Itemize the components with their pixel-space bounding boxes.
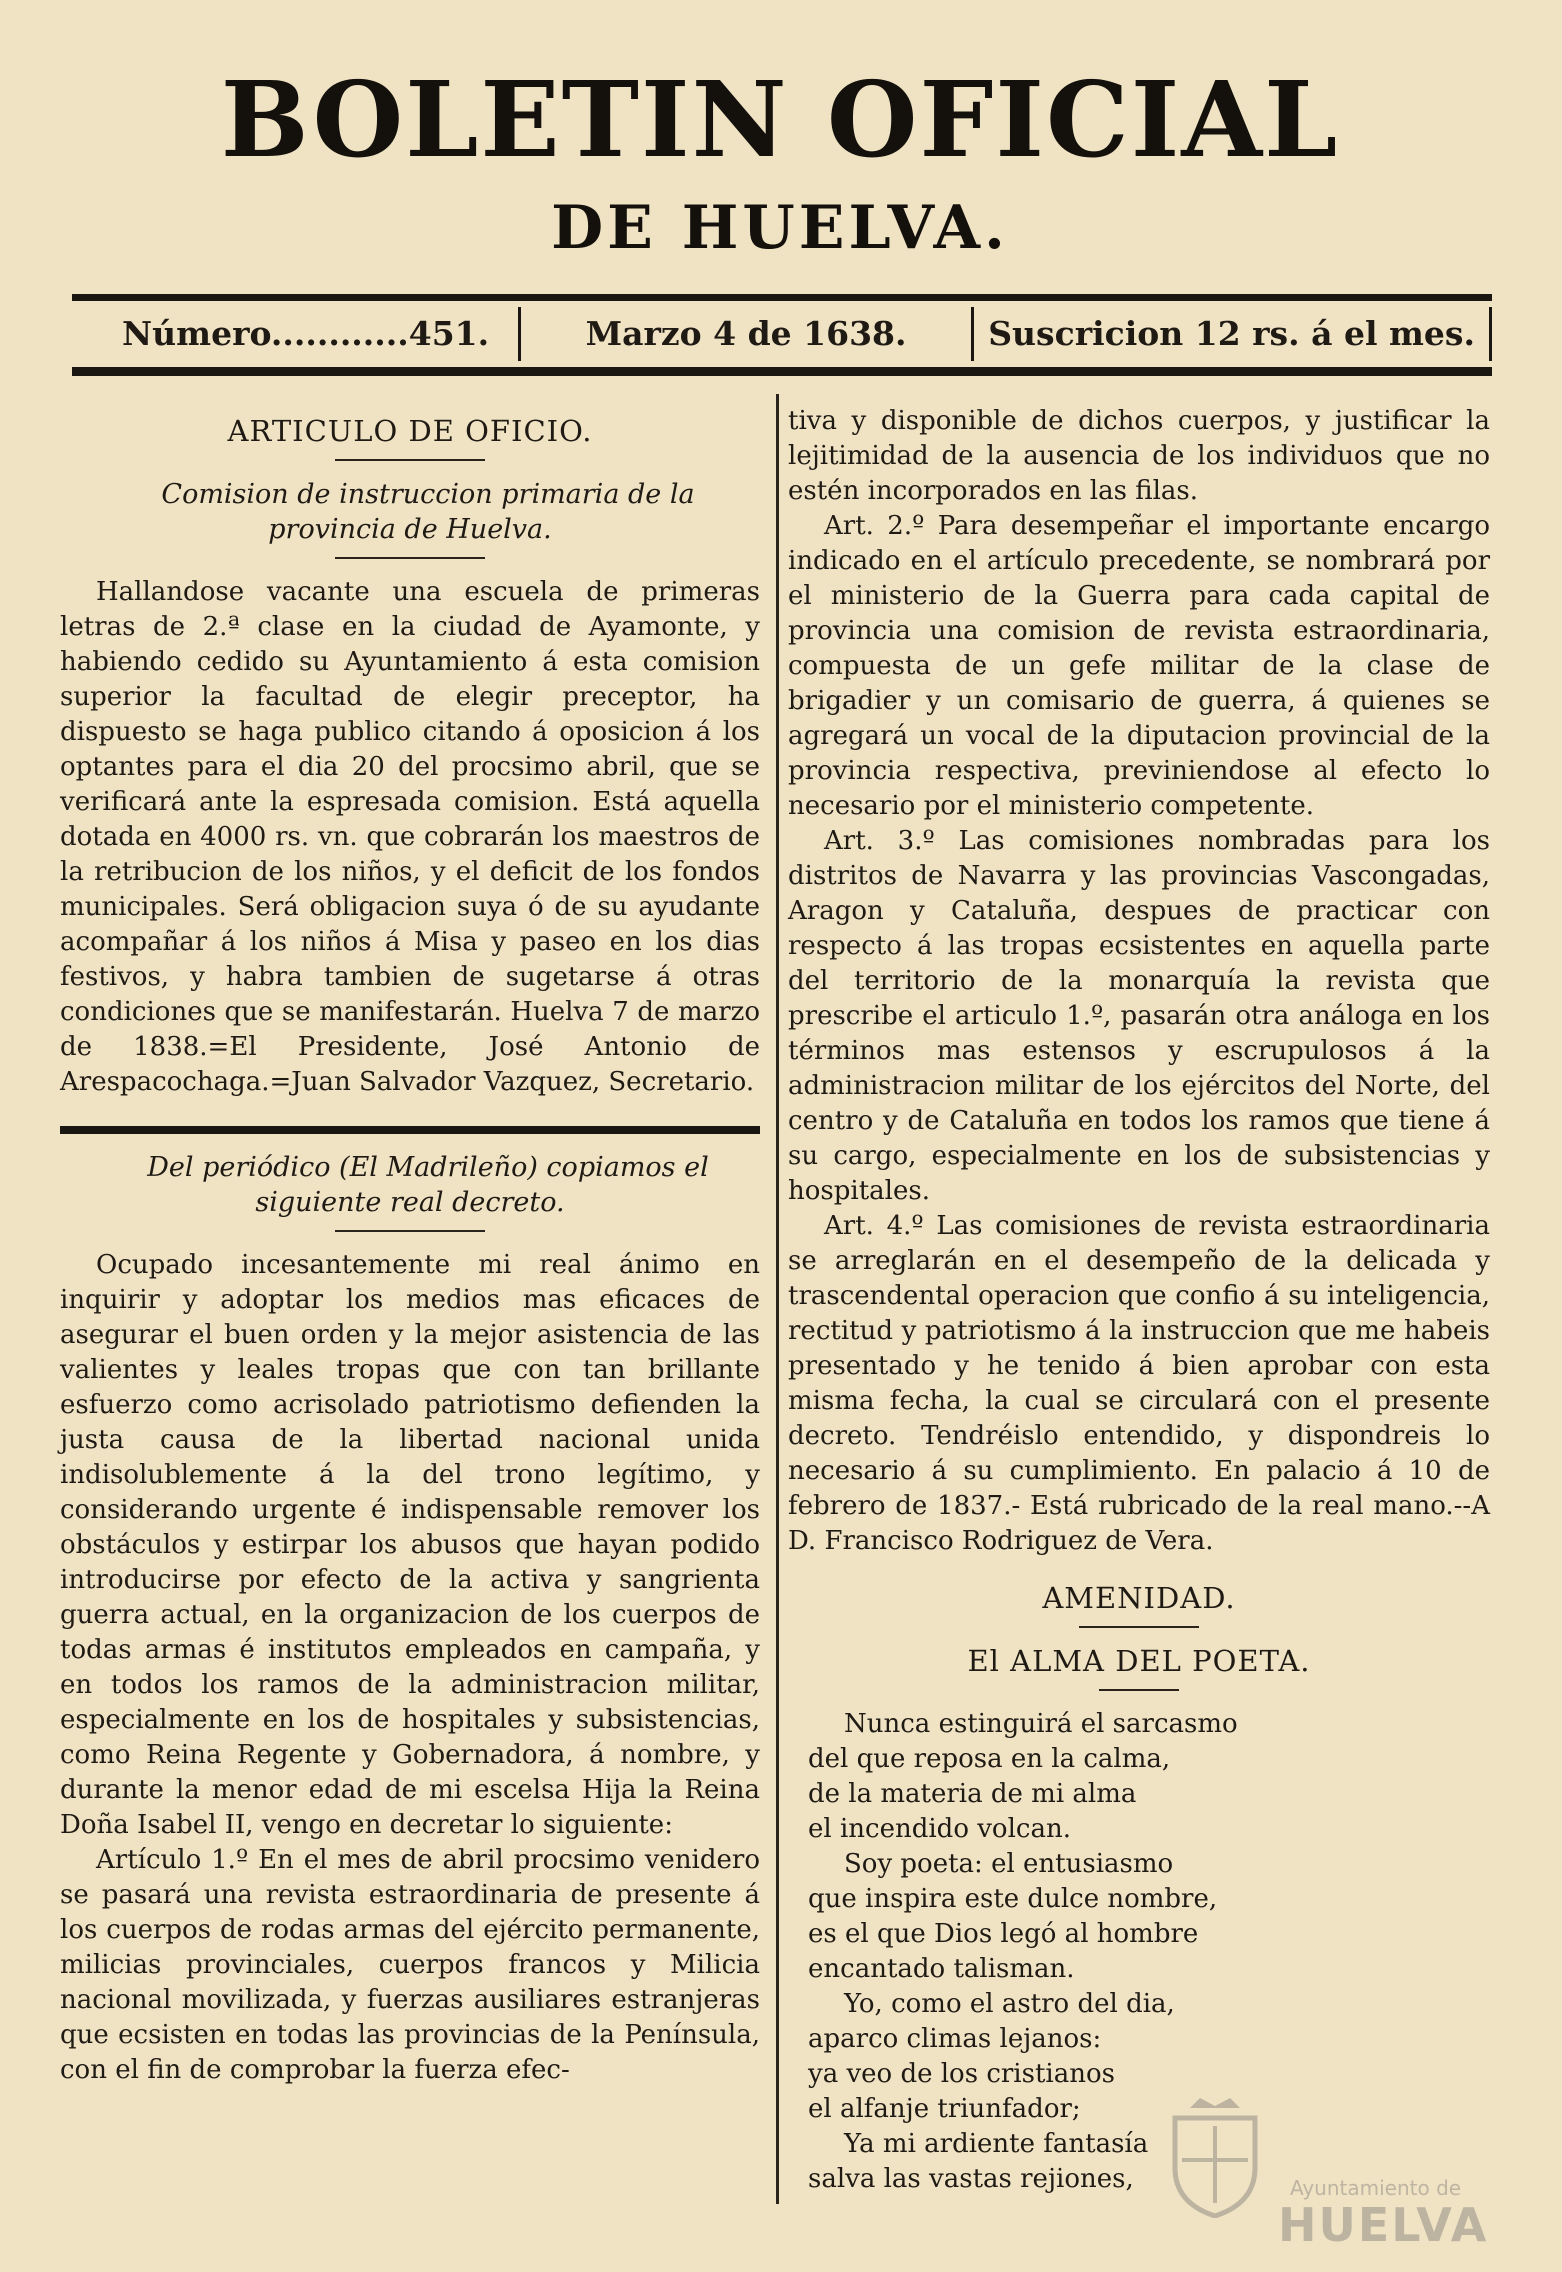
decree-heading: Del periódico (El Madrileño) copiamos el siguiente real decreto. xyxy=(147,1152,709,1218)
section-title: ARTICULO DE OFICIO. xyxy=(227,414,593,448)
column-divider xyxy=(776,394,779,2204)
poem-stanza xyxy=(808,1707,1490,1847)
poem-line: Ya mi ardiente fantasía xyxy=(844,2129,1149,2159)
issue-info-bar xyxy=(72,294,1492,376)
masthead xyxy=(60,60,1500,268)
poem-line: Nunca estinguirá el sarcasmo xyxy=(844,1709,1238,1739)
divider xyxy=(335,1230,485,1232)
poem-stanza xyxy=(808,1847,1490,1987)
decree-article-1: Artículo 1.º En el mes de abril procsimo venidero se pasará una revista estraordinaria de presente á los cuerpos de rodas armas del ejército permanente, milicias provinciales, cuerpos francos y Milicia nacional movilizada, y fuerzas ausiliares estranjeras que ecsisten en todas las provincias de la Península, con el fin de comprobar la fuerza efec- xyxy=(60,1845,760,2085)
poem-line: el incendido volcan. xyxy=(808,1814,1071,1844)
issue-date: Marzo 4 de 1638. xyxy=(521,307,974,361)
divider xyxy=(335,459,485,461)
poem-line: que inspira este dulce nombre, xyxy=(808,1884,1218,1914)
poem-line: es el que Dios legó al hombre xyxy=(808,1919,1199,1949)
poem-title: El ALMA DEL POETA. xyxy=(967,1644,1311,1678)
newspaper-subtitle: DE HUELVA. xyxy=(551,193,1009,263)
right-column xyxy=(788,404,1490,2197)
poem-line: el alfanje triunfador; xyxy=(808,2094,1081,2124)
poem-line: del que reposa en la calma, xyxy=(808,1744,1171,1774)
coat-of-arms-icon xyxy=(1160,2098,1270,2218)
decree-article-2: Art. 2.º Para desempeñar el importante encargo indicado en el artículo precedente, se nombrará por el ministerio de la Guerra para cada capital de provincia una comision de revista estraordinaria, compuesta de un gefe militar de la clase de brigadier y un comisario de guerra, á quienes se agregará un vocal de la diputacion provincial de la provincia respectiva, previniendose al efecto lo necesario por el ministerio competente. xyxy=(788,511,1490,821)
commission-heading: Comision de instruccion primaria de la provincia de Huelva. xyxy=(161,479,695,545)
divider xyxy=(1099,1689,1179,1691)
watermark-caption: Ayuntamiento de xyxy=(1290,2176,1462,2200)
decree-article-3: Art. 3.º Las comisiones nombradas para los distritos de Navarra y las provincias Vascongadas, Aragon y Cataluña, despues de practicar con respecto á las tropas ecsistentes en aquella parte del territorio de la monarquía la revista que prescribe el articulo 1.º, pasarán otra análoga en los términos mas estensos y escrupulosos á la administracion militar de los ejércitos del Norte, del centro y de Cataluña en todos los ramos que tiene á su cargo, especialmente en los de subsistencias y hospitales. xyxy=(788,826,1490,1206)
poem-line: Yo, como el astro del dia, xyxy=(844,1989,1175,2019)
newspaper-title: BOLETIN OFICIAL xyxy=(220,58,1340,181)
poem-line: Soy poeta: el entusiasmo xyxy=(844,1849,1174,1879)
decree-intro: Ocupado incesantemente mi real ánimo en inquirir y adoptar los medios mas eficaces de asegurar el buen orden y la mejor asistencia de las valientes y leales tropas que con tan brillante esfuerzo como acrisolado patriotismo defienden la justa causa de la libertad nacional unida indisolublemente á la del trono legítimo, y considerando urgente é indispensable remover los obstáculos y estirpar los abusos que hayan podido introducirse por efecto de la activa y sangrienta guerra actual, en la organizacion de los cuerpos de todas armas é institutos empleados en campaña, y en todos los ramos de la administracion militar, especialmente en los de hospitales y subsistencias, como Reina Regente y Gobernadora, á nombre, y durante la menor edad de mi escelsa Hija la Reina Doña Isabel II, vengo en decretar lo siguiente: xyxy=(60,1250,760,1840)
left-column xyxy=(60,404,760,2088)
school-notice: Hallandose vacante una escuela de primeras letras de 2.ª clase en la ciudad de Ayamonte, y habiendo cedido su Ayuntamiento á esta comision superior la facultad de elegir preceptor, ha dispuesto se haga publico citando á oposicion á los optantes para el dia 20 del procsimo abril, que se verificará ante la espresada comision. Está aquella dotada en 4000 rs. vn. que cobrarán los maestros de la retribucion de los niños, y el deficit de los fondos municipales. Será obligacion suya ó de su ayudante acompañar á los niños á Misa y paseo en los dias festivos, y habra tambien de sugetarse á otras condiciones que se manifestarán. Huelva 7 de marzo de 1838.=El Presidente, José Antonio de Arespacochaga.=Juan Salvador Vazquez, Secretario. xyxy=(60,577,760,1097)
article-1-continuation: tiva y disponible de dichos cuerpos, y justificar la lejitimidad de la ausencia de los individuos que no estén incorporados en las filas. xyxy=(788,406,1490,506)
poem-line: ya veo de los cristianos xyxy=(808,2059,1115,2089)
watermark xyxy=(1160,2058,1520,2252)
decree-article-4: Art. 4.º Las comisiones de revista estraordinaria se arreglarán en el desempeño de la delicada y trascendental operacion que confio á su inteligencia, rectitud y patriotismo á la instruccion que me habeis presentado y he tenido á bien aprobar con esta misma fecha, la cual se circulará con el presente decreto. Tendréislo entendido, y dispondreis lo necesario á su cumplimiento. En palacio á 10 de febrero de 1837.- Está rubricado de la real mano.--A D. Francisco Rodriguez de Vera. xyxy=(788,1211,1490,1556)
divider xyxy=(335,557,485,559)
divider xyxy=(1079,1626,1199,1628)
section-divider xyxy=(60,1126,760,1134)
poem-line: aparco climas lejanos: xyxy=(808,2024,1102,2054)
poem-line: encantado talisman. xyxy=(808,1954,1075,1984)
watermark-name: HUELVA xyxy=(1278,2198,1489,2252)
poem-line: de la materia de mi alma xyxy=(808,1779,1137,1809)
subscription-price: Suscricion 12 rs. á el mes. xyxy=(974,307,1492,361)
issue-number: Número............451. xyxy=(72,307,521,361)
amenidad-heading: AMENIDAD. xyxy=(1042,1581,1236,1615)
poem-line: salva las vastas rejiones, xyxy=(808,2164,1134,2194)
